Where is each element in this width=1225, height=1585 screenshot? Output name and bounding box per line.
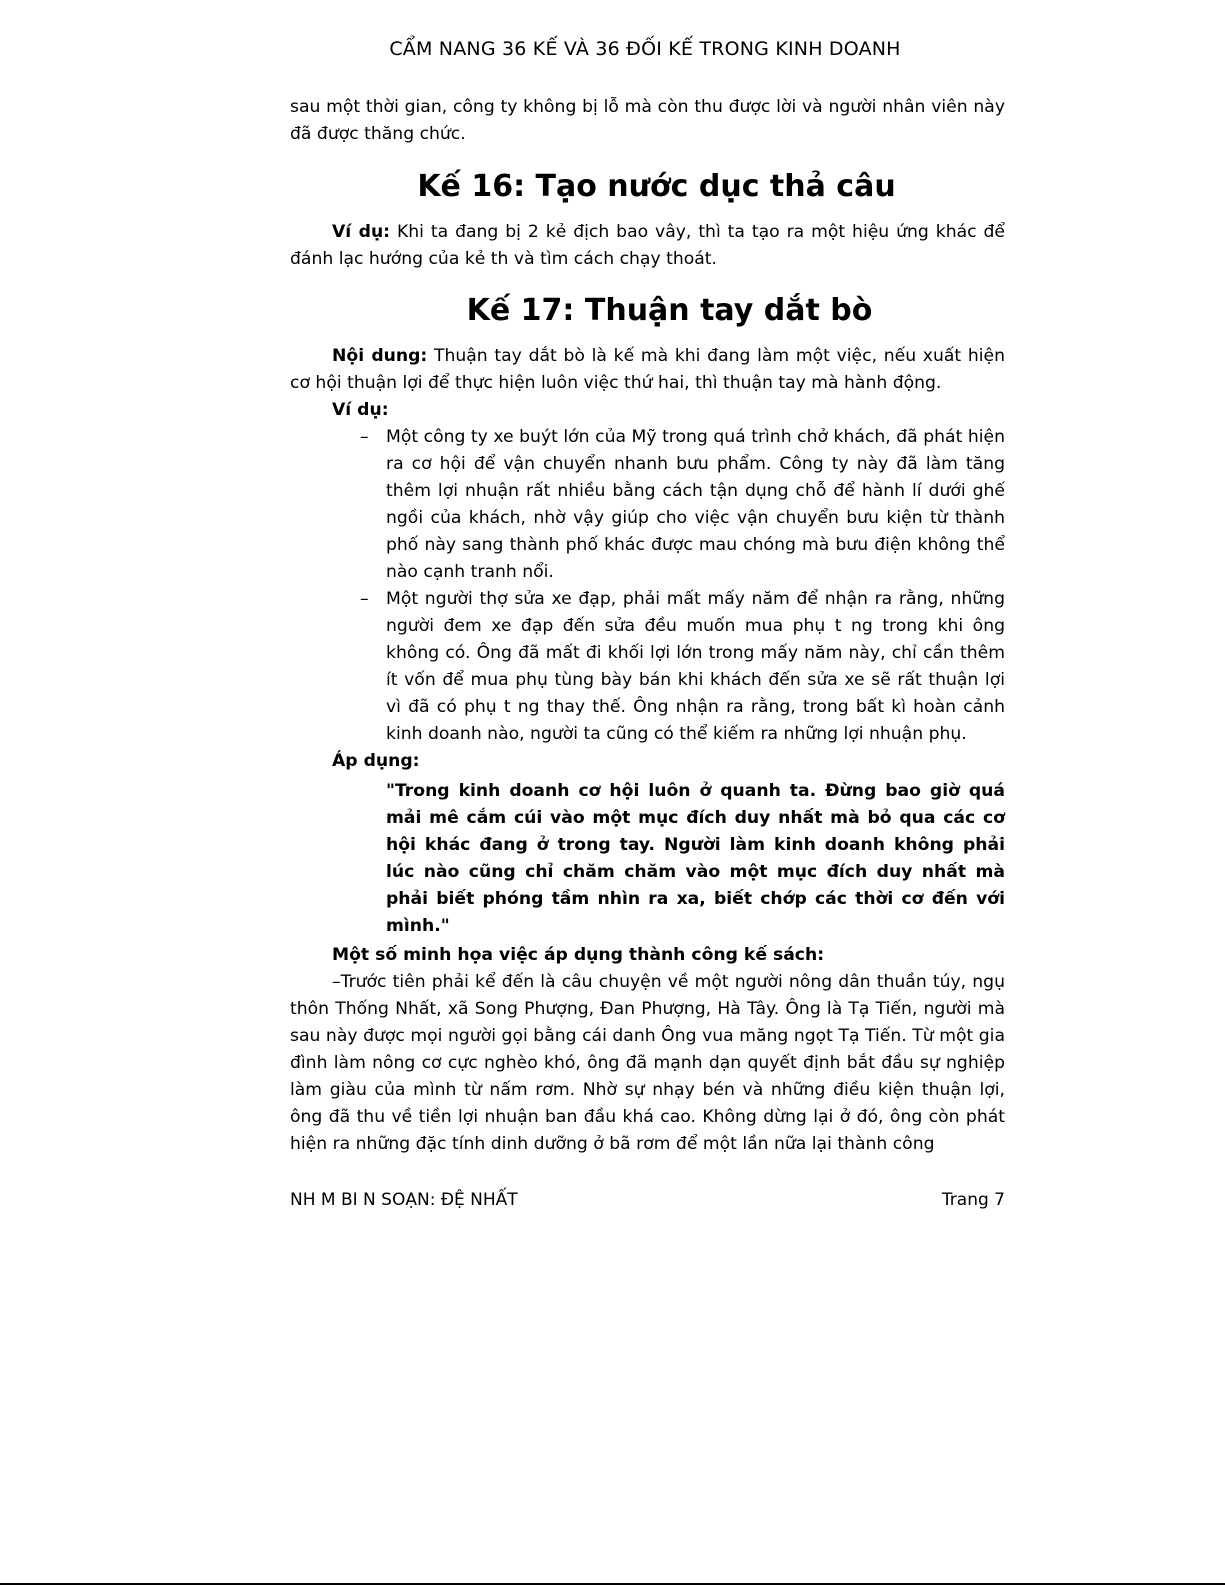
ke17-content-label: Nội dung: bbox=[332, 346, 428, 366]
footer-editor: NH M BI N SOẠN: ĐỆ NHẤT bbox=[290, 1190, 518, 1210]
ke16-example-label: Ví dụ: bbox=[332, 222, 391, 242]
illustration-paragraph: –Trước tiên phải kể đến là câu chuyện về một người nông dân thuần túy, ngụ thôn Thống Nhất, xã Song Phượng, Đan Phượng, Hà Tây. Ông là Tạ Tiến, người mà sau này được mọi người gọi bằng cái danh Ông vua măng ngọt Tạ Tiến. Từ một gia đình làm nông cơ cực nghèo khó, ông đã mạnh dạn quyết định bắt đầu sự nghiệp làm giàu của mình từ nấm rơm. Nhờ sự nhạy bén và những điều kiện thuận lợi, ông đã thu về tiền lợi nhuận ban đầu khá cao. Không dừng lại ở đó, ông còn phát hiện ra những đặc tính dinh dưỡng ở bã rơm để một lần nữa lại thành công bbox=[290, 972, 1005, 1154]
ke17-heading: Kế 17: Thuận tay dắt bò bbox=[466, 293, 873, 328]
dash-bullet: – bbox=[360, 427, 369, 447]
ke17-content-text: Thuận tay dắt bò là kế mà khi đang làm một việc, nếu xuất hiện cơ hội thuận lợi để thực hiện luôn việc thứ hai, thì thuận tay mà hành động. bbox=[290, 346, 1005, 393]
ke16-example-paragraph bbox=[290, 219, 1005, 273]
ke17-example-label: Ví dụ: bbox=[332, 400, 389, 420]
page-content bbox=[290, 94, 1005, 1158]
running-header: CẨM NANG 36 KẾ VÀ 36 ĐỐI KẾ TRONG KINH DOANH bbox=[389, 38, 901, 60]
intro-paragraph: sau một thời gian, công ty không bị lỗ mà còn thu được lời và người nhân viên này đã được thăng chức. bbox=[290, 97, 1005, 144]
example-list-item bbox=[290, 586, 1005, 748]
example-text-2: Một người thợ sửa xe đạp, phải mất mấy năm để nhận ra rằng, những người đem xe đạp đến sửa đều muốn mua phụ t ng trong khi ông không có. Ông đã mất đi khối lợi lớn trong mấy năm này, chỉ cần thêm ít vốn để mua phụ tùng bày bán khi khách đến sửa xe sẽ rất thuận lợi vì đã có phụ t ng thay thế. Ông nhận ra rằng, trong bất kì hoàn cảnh kinh doanh nào, người ta cũng có thể kiếm ra những lợi nhuận phụ. bbox=[386, 589, 1005, 744]
ke16-example-text: Khi ta đang bị 2 kẻ địch bao vây, thì ta tạo ra một hiệu ứng khác để đánh lạc hướng của kẻ th và tìm cách chạy thoát. bbox=[290, 222, 1005, 269]
example-list-item bbox=[290, 424, 1005, 586]
ke16-heading: Kế 16: Tạo nước dục thả câu bbox=[417, 169, 896, 204]
example-text-1: Một công ty xe buýt lớn của Mỹ trong quá trình chở khách, đã phát hiện ra cơ hội để vận chuyển nhanh bưu phẩm. Công ty này đã làm tăng thêm lợi nhuận rất nhiều bằng cách tận dụng chỗ để hành lí dưới ghế ngồi của khách, nhờ vậy giúp cho việc vận chuyển bưu kiện từ thành phố này sang thành phố khác được mau chóng mà bưu điện không thể nào cạnh tranh nổi. bbox=[386, 427, 1005, 582]
page-number: Trang 7 bbox=[941, 1190, 1005, 1210]
ke17-content-paragraph bbox=[290, 343, 1005, 397]
dash-bullet: – bbox=[360, 589, 369, 609]
apply-label: Áp dụng: bbox=[332, 751, 420, 771]
illustration-label: Một số minh họa việc áp dụng thành công kế sách: bbox=[332, 945, 825, 965]
apply-quote: "Trong kinh doanh cơ hội luôn ở quanh ta. Đừng bao giờ quá mải mê cắm cúi vào một mục đích duy nhất mà bỏ qua các cơ hội khác đang ở trong tay. Người làm kinh doanh không phải lúc nào cũng chỉ chăm chăm vào một mục đích duy nhất mà phải biết phóng tầm nhìn ra xa, biết chớp các thời cơ đến với mình." bbox=[386, 781, 1005, 936]
